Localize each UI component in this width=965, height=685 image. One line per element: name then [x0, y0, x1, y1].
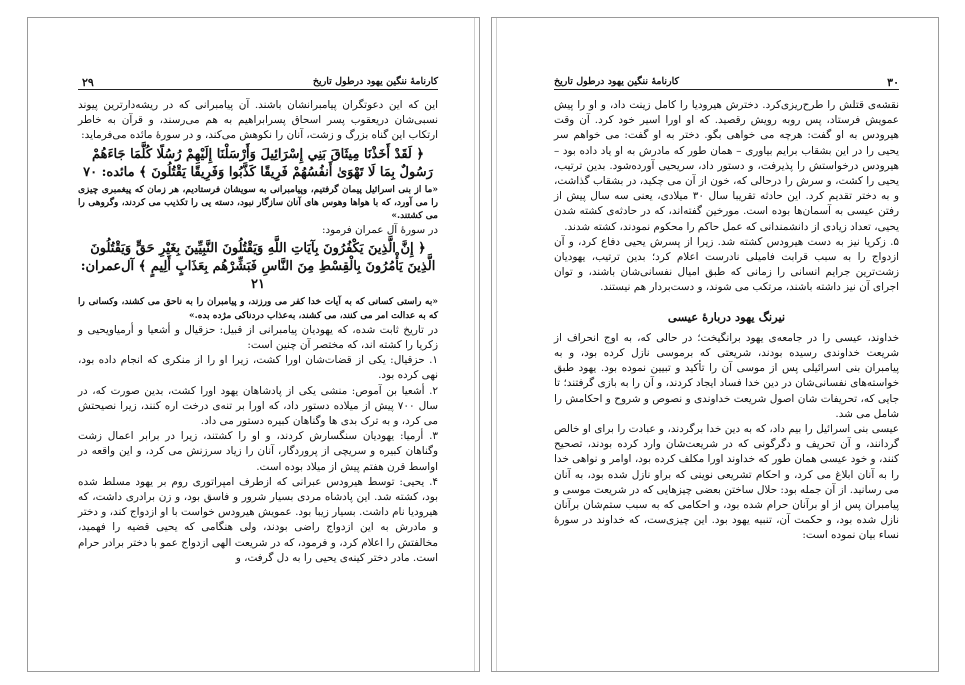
header-rule [554, 89, 899, 90]
paragraph: این که این دعوتگران پیامبرانشان باشند. آن پیامبرانی که در ریشه‌دارترین پیوند نسبی‌شان دریعقوب پسر اسحاق پسرابراهیم به هم می‌رسند، و قرآن به خاطر ارتکاب این گناه بزرگ و زشت، آنان را نکوهش می‌کند، و در سورهٔ مائده می‌فرماید: [78, 99, 438, 142]
list-item: ۵. زکریا نیز به دست هیرودس کشته شد. زیرا از پسرش یحیی دفاع کرد، و آن ازدواج را به سبب قرابت فامیلی نادرست اعلام کرد؛ بدین ترتیب، یهودیان زشت‌ترین جرایم انسانی را زمانی که طبق امیال نفسانی‌شان باشند، و توان اجرای آن نیز داشته باشند، مرتکب می شوند، و دست‌بردار هم نیستند. [554, 235, 899, 294]
paragraph: در تاریخ ثابت شده، که یهودیان پیامبرانی از قبیل: حزقیال و أشعیا و أرمیاویحیی و زکریا را کشته اند، که مختصر آن چنین است: [78, 323, 438, 352]
running-title: کارنامهٔ ننگین یهود درطول تاریخ [312, 76, 438, 87]
page-header [78, 76, 438, 90]
body-text [78, 98, 438, 566]
translation: «به راستی کسانی که به آیات خدا کفر می ورزند، و پیامبران را به ناحق می کشند، وکسانی را که به عدالت امر می کنند، می کشند، به‌عذاب دردناکی مژده بده.» [78, 297, 438, 321]
header-rule [78, 89, 438, 90]
paragraph: عیسی بنی اسرائیل را بیم داد، که به دین خدا برگردند، و عبادت را برای او خالص گردانند، و آن تحریف و دگرگونی که در شریعت‌شان وارد کرده بودند، تصحیح کنند، و خود عیسی همان طور که خداوند اورا مکلف کرده بود، اوامر و نواهی خدا را به آنان ابلاغ می کرد، و احکام تشریعی نوینی که براو نازل شده بود، به آنان می رسانید. از آن جمله بود: حلال ساختن بعضی چیزهایی که در شریعت موسی و پیامبران پس از او برآنان حرام شده بود، و احکامی که به سبب ستم‌شان برآنان نازل شده بود، و حکمت آن، تنبیه یهود بود. این چیزی‌ست، که خداوند در سورهٔ نساء بیان نموده است: [554, 423, 899, 542]
section-title: نیرنگ یهود دربارهٔ عیسی [667, 309, 786, 324]
paragraph: نقشه‌ی قتلش را طرح‌ریزی‌کرد. دخترش هیرودیا را کامل زینت داد، و او را پیش عمویش فرستاد، پس روبه رویش رقصید. که او اورا اسیر خود کرد. آن وقت هیرودس به او گفت: هرچه می خواهی بگو. دختر به او گفت: می خواهم سر یحیی را در این بشقاب برایم بیاوری – همان طور که مادرش به او یاد داده بود – هیرودس درخواستش را پذیرفت، و دستور داد، سریحیی آورده‌شود. بدین ترتیب، یحیی را کشت، و سرش را درحالی که، خون از آن می چکید، در بشقاب گذاشت، و به دختر تقدیم کرد. این حادثه تقریبا سال ۳۰ میلادی، یعنی سه سال پیش از رفتن عیسی به آسمان‌ها بوده است. مورخین گفته‌اند، که در حادثه‌ی کشته شدن یحیی، تعداد زیادی از دانشمندانی که عمل حاکم را محکوم نمودند، کشته شدند. [554, 99, 899, 233]
translation: «ما از بنی اسرائیل پیمان گرفتیم، وپیامبرانی به سویشان فرستادیم، هر زمان که پیغمبری چیزی را می آورد، که با هواها وهوس های آنان سازگار نبود، دسته یی را تکذیب می کردند، وگروهی را می کشتند.» [78, 184, 438, 222]
right-page [491, 17, 939, 672]
quran-verse: ﴿ لَقَدْ أَخَذْنَا مِيثَاقَ بَنِي إِسْرَائِيلَ وَأَرْسَلْنَا إِلَيْهِمْ رُسُلًا كُلَّمَا جَاءَهُمْ رَسُولٌ بِمَا لَا تَهْوَىٰ أَنفُسُهُمْ فَرِيقًا كَذَّبُوا وَفَرِيقًا يَقْتُلُونَ ﴾ مائده: ۷۰ [83, 146, 433, 180]
left-page [27, 17, 480, 672]
quran-verse: ﴿ إِنَّ الَّذِينَ يَكْفُرُونَ بِآيَاتِ اللَّهِ وَيَقْتُلُونَ النَّبِيِّينَ بِغَيْرِ حَقٍّ وَيَقْتُلُونَ الَّذِينَ يَأْمُرُونَ بِالْقِسْطِ مِنَ النَّاسِ فَبَشِّرْهُم بِعَذَابٍ أَلِيمٍ ﴾ آل‌عمران: ۲۱ [80, 241, 436, 293]
page-number: ۳۰ [887, 76, 899, 89]
gutter-line [474, 18, 475, 672]
paragraph: در سورهٔ آل عمران فرمود: [321, 224, 438, 237]
body-text [554, 98, 899, 544]
list-item: ۴. یحیی: توسط هیرودس عبرانی که ازطرف امپراتوری روم بر یهود مسلط شده بود، کشته شد. این پادشاه مردی بسیار شرور و فاسق بود، و زن برادری داشت، که هیرودیا نام داشت. بسیار زیبا بود. عمویش هیرودس خواست با او ازدواج کند، و دختر و مادرش به این ازدواج راضی بودند، ولی هنگامی که یحیی قضیه را فهمید، مخالفتش را اعلام کرد، و فرمود، که در شریعت الهی ازدواج عمو با دختر برادر حرام است. مادر دختر کینه‌ی یحیی را به دل گرفت، و [78, 475, 438, 564]
list-item: ۲. أشعیا بن آموص: منشی یکی از پادشاهان یهود اورا کشت، بدین صورت که، در سال ۷۰۰ پیش از میلاده دستور داد، که اورا بر تنه‌ی درخت اره کنند، زیرا نصیحتش می کرد، و به ترک بدی ها وگناهان کبیره دستور می داد. [78, 384, 438, 428]
running-title: کارنامهٔ ننگین یهود درطول تاریخ [554, 76, 680, 87]
page-header [554, 76, 899, 90]
list-item: ۳. أرمیا: یهودیان سنگسارش کردند، و او را کشتند، زیرا در برابر اعمال زشت وگناهان کبیره و سریچی از پروردگار، آنان را زیاد سرزنش می کرد، و این واقعه در اواسط قرن هفتم پیش از میلاد بوده است. [78, 430, 438, 473]
gutter-line [496, 18, 497, 672]
paragraph: خداوند، عیسی را در جامعه‌ی یهود برانگیخت؛ در حالی که، به اوج انحراف از شریعت خداوندی رسیده بودند، شریعتی که برموسی نازل کرده بود، و به پیامبران بنی اسرائیلی پس از موسی آن را تأکید و تبیین نموده بود. یهود طبق خواسته‌های نفسانی‌شان در دین خدا فساد ایجاد کردند، و آن را به بازی گرفتند؛ تا جایی که، تحریفات شان اصول شریعت خداوندی و نصوص و شروح و احکامش را شامل می شد. [554, 331, 899, 420]
list-item: ۱. حزقیال: یکی از قضات‌شان اورا کشت، زیرا او را از منکری که انجام داده بود، نهی کرده بود. [78, 354, 438, 382]
page-number: ۲۹ [82, 76, 94, 89]
